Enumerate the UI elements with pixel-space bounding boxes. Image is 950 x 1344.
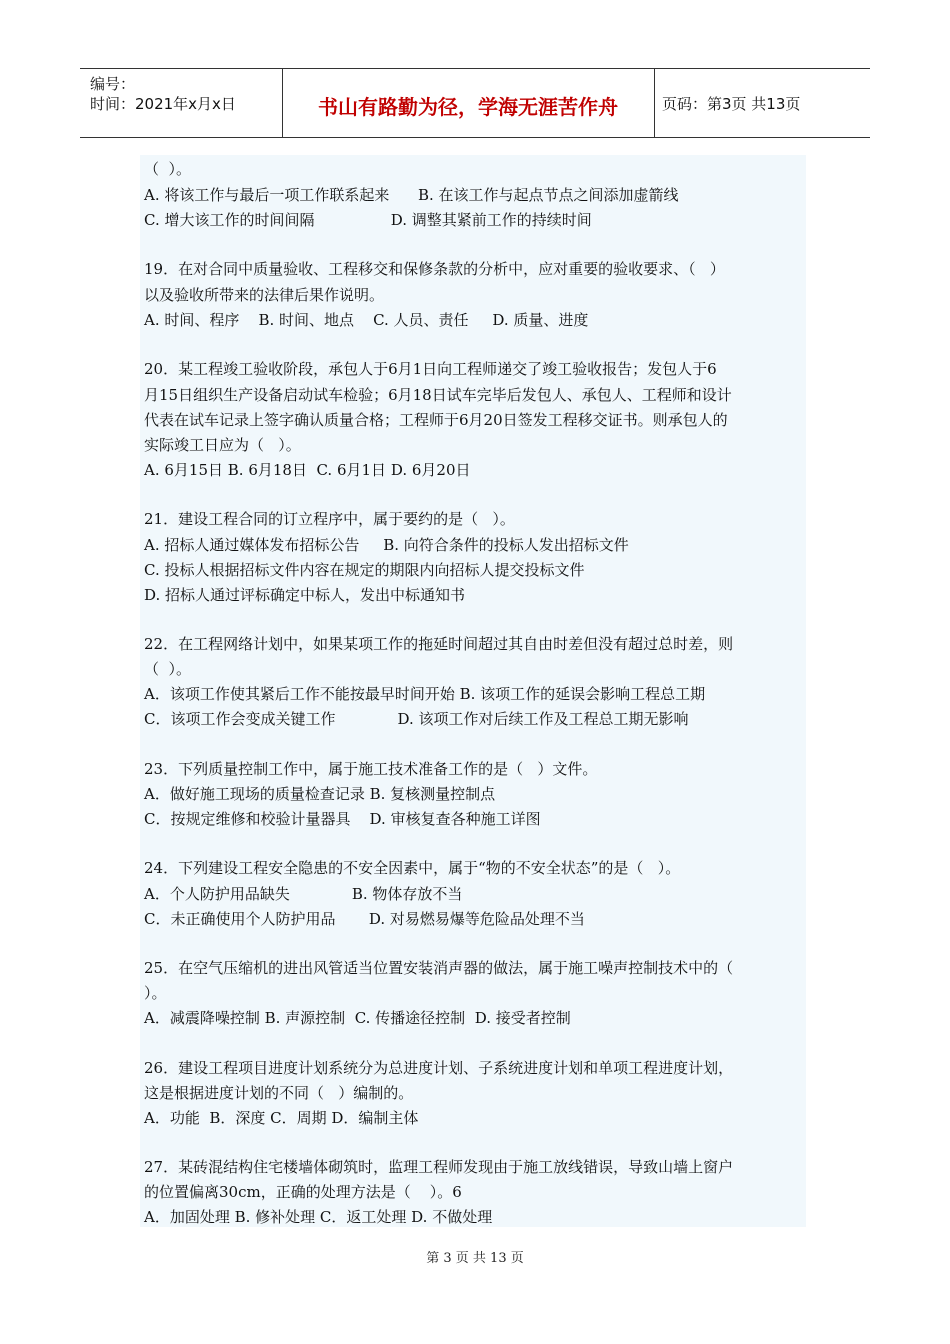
option-line: A．减震降噪控制 B. 声源控制 C. 传播途径控制 D. 接受者控制 <box>144 1009 571 1027</box>
option-line: A. 6月15日 B. 6月18日 C. 6月1日 D. 6月20日 <box>144 461 471 479</box>
question-line: 20．某工程竣工验收阶段，承包人于6月1日向工程师递交了竣工验收报告；发包人于6 <box>144 360 717 378</box>
question-content <box>140 155 806 1227</box>
question-line: 25．在空气压缩机的进出风管适当位置安装消声器的做法，属于施工噪声控制技术中的（ <box>144 959 734 977</box>
option-line: A. 招标人通过媒体发布招标公告 B. 向符合条件的投标人发出招标文件 <box>144 536 629 554</box>
page-header <box>80 68 870 138</box>
option-line: A. 时间、程序 B. 时间、地点 C. 人员、责任 D. 质量、进度 <box>144 311 589 329</box>
option-line: C．未正确使用个人防护用品 D. 对易燃易爆等危险品处理不当 <box>144 910 585 928</box>
question-line: 实际竣工日应为（ ）。 <box>144 436 301 454</box>
option-line: A．该项工作使其紧后工作不能按最早时间开始 B. 该项工作的延误会影响工程总工期 <box>144 685 706 703</box>
question-line: （ ）。 <box>144 160 192 178</box>
question-line: 以及验收所带来的法律后果作说明。 <box>144 286 385 304</box>
question-line: 23．下列质量控制工作中，属于施工技术准备工作的是（ ）文件。 <box>144 760 598 778</box>
question-line: 26．建设工程项目进度计划系统分为总进度计划、子系统进度计划和单项工程进度计划， <box>144 1059 734 1077</box>
option-line: A．个人防护用品缺失 B. 物体存放不当 <box>144 885 463 903</box>
option-line: C. 增大该工作的时间间隔 D. 调整其紧前工作的持续时间 <box>144 211 592 229</box>
motto-text: 书山有路勤为径，学海无涯苦作舟 <box>318 95 618 119</box>
question-line: 这是根据进度计划的不同（ ）编制的。 <box>144 1084 414 1102</box>
document-date-label: 时间：2021年x月x日 <box>90 95 236 113</box>
question-line: ）。 <box>144 984 167 1002</box>
page-footer: 第 3 页 共 13 页 <box>426 1251 524 1266</box>
page-number-label: 页码：第3页 共13页 <box>662 95 801 113</box>
question-line: 21．建设工程合同的订立程序中，属于要约的是（ ）。 <box>144 510 515 528</box>
header-page-cell <box>654 69 870 137</box>
option-line: C．按规定维修和校验计量器具 D. 审核复查各种施工详图 <box>144 810 541 828</box>
header-info-cell <box>80 69 283 137</box>
option-line: C. 投标人根据招标文件内容在规定的期限内向招标人提交投标文件 <box>144 561 585 579</box>
option-line: D. 招标人通过评标确定中标人，发出中标通知书 <box>144 586 466 604</box>
option-line: A．做好施工现场的质量检查记录 B. 复核测量控制点 <box>144 785 496 803</box>
option-line: A．功能 B．深度 C．周期 D．编制主体 <box>144 1109 419 1127</box>
question-line: 月15日组织生产设备启动试车检验；6月18日试车完毕后发包人、承包人、工程师和设计 <box>144 386 732 404</box>
question-line: 24．下列建设工程安全隐患的不安全因素中，属于“物的不安全状态”的是（ ）。 <box>144 859 681 877</box>
option-line: A. 将该工作与最后一项工作联系起来 B. 在该工作与起点节点之间添加虚箭线 <box>144 186 679 204</box>
option-line: A．加固处理 B. 修补处理 C．返工处理 D. 不做处理 <box>144 1208 493 1226</box>
question-line: 19．在对合同中质量验收、工程移交和保修条款的分析中，应对重要的验收要求、（ ） <box>144 260 725 278</box>
question-line: 22．在工程网络计划中，如果某项工作的拖延时间超过其自由时差但没有超过总时差，则 <box>144 635 734 653</box>
question-line: 的位置偏离30cm，正确的处理方法是（ ）。6 <box>144 1183 462 1201</box>
question-line: 27．某砖混结构住宅楼墙体砌筑时，监理工程师发现由于施工放线错误，导致山墙上窗户 <box>144 1158 734 1176</box>
header-motto-cell <box>282 69 655 137</box>
question-line: （ ）。 <box>144 660 192 678</box>
option-line: C．该项工作会变成关键工作 D. 该项工作对后续工作及工程总工期无影响 <box>144 710 689 728</box>
question-line: 代表在试车记录上签字确认质量合格；工程师于6月20日签发工程移交证书。则承包人的 <box>144 411 728 429</box>
document-code-label: 编号： <box>90 75 136 93</box>
